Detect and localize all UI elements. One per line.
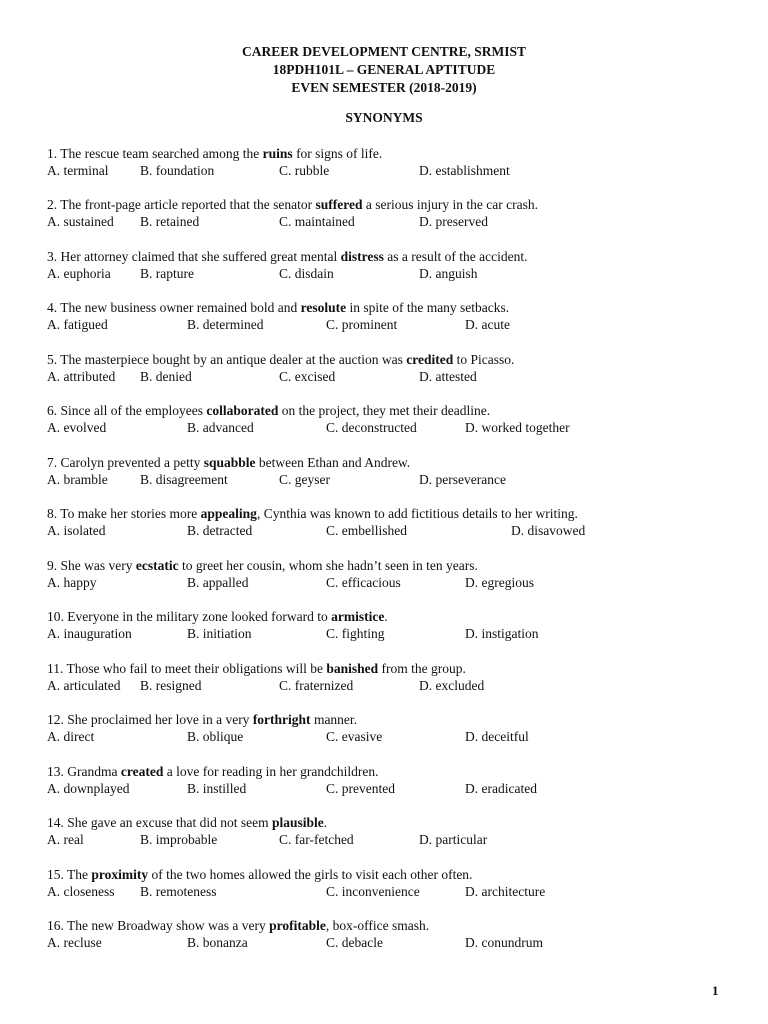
question-text-pre: Her attorney claimed that she suffered great mental <box>60 249 341 264</box>
answer-option: D. deceitful <box>465 729 529 744</box>
header-line-1: CAREER DEVELOPMENT CENTRE, SRMIST <box>241 44 527 59</box>
question-item <box>47 866 747 900</box>
question-stem <box>47 248 747 265</box>
question-keyword: forthright <box>252 712 311 727</box>
answer-option: C. embellished <box>326 523 407 538</box>
question-item <box>47 763 747 797</box>
answer-option: B. remoteness <box>140 884 217 899</box>
question-number: 9. <box>47 558 58 573</box>
answer-option: A. inauguration <box>47 626 132 641</box>
answer-option: A. evolved <box>47 420 107 435</box>
question-number: 3. <box>47 249 58 264</box>
question-item <box>47 917 747 951</box>
question-text-pre: She gave an excuse that did not seem <box>67 815 272 830</box>
answer-option: B. appalled <box>187 575 249 590</box>
answer-options <box>47 213 747 230</box>
answer-option: B. determined <box>187 317 264 332</box>
question-text-pre: Everyone in the military zone looked forward to <box>67 609 332 624</box>
answer-option: A. sustained <box>47 214 114 229</box>
answer-option: C. excised <box>279 369 336 384</box>
answer-option: A. bramble <box>47 472 108 487</box>
question-keyword: armistice <box>331 609 385 624</box>
answer-option: D. preserved <box>419 214 488 229</box>
question-text-post: for signs of life. <box>292 146 383 161</box>
answer-option: D. establishment <box>419 163 510 178</box>
answer-option: C. geyser <box>279 472 330 487</box>
question-text-pre: The masterpiece bought by an antique dealer at the auction was <box>60 352 407 367</box>
answer-option: C. inconvenience <box>326 884 420 899</box>
question-item <box>47 660 747 694</box>
answer-option: A. happy <box>47 575 97 590</box>
answer-option: D. eradicated <box>465 781 537 796</box>
question-keyword: profitable <box>269 918 326 933</box>
answer-option: D. acute <box>465 317 510 332</box>
question-keyword: credited <box>406 352 454 367</box>
answer-options <box>47 574 747 591</box>
answer-option: A. recluse <box>47 935 102 950</box>
question-text-pre: Those who fail to meet their obligations will be <box>66 661 327 676</box>
answer-option: D. perseverance <box>419 472 506 487</box>
question-item <box>47 608 747 642</box>
question-stem <box>47 145 747 162</box>
answer-option: B. detracted <box>187 523 253 538</box>
answer-options <box>47 522 747 539</box>
question-text-pre: She proclaimed her love in a very <box>67 712 253 727</box>
answer-options <box>47 883 747 900</box>
question-item <box>47 248 747 282</box>
answer-option: D. attested <box>419 369 477 384</box>
answer-option: C. rubble <box>279 163 330 178</box>
question-text-post: on the project, they met their deadline. <box>278 403 491 418</box>
question-text-post: manner. <box>310 712 358 727</box>
answer-option: A. fatigued <box>47 317 108 332</box>
question-number: 8. <box>47 506 58 521</box>
question-item <box>47 299 747 333</box>
answer-option: B. retained <box>140 214 200 229</box>
question-number: 13. <box>47 764 64 779</box>
question-stem <box>47 660 747 677</box>
answer-options <box>47 780 747 797</box>
header-line-2: 18PDH101L – GENERAL APTITUDE <box>272 62 496 77</box>
answer-options <box>47 728 747 745</box>
answer-options <box>47 677 747 694</box>
question-number: 12. <box>47 712 64 727</box>
question-item <box>47 505 747 539</box>
answer-option: D. disavowed <box>511 523 586 538</box>
answer-option: D. conundrum <box>465 935 543 950</box>
question-text-post: between Ethan and Andrew. <box>255 455 411 470</box>
question-text-pre: The rescue team searched among the <box>60 146 263 161</box>
answer-option: B. foundation <box>140 163 215 178</box>
answer-option: C. prominent <box>326 317 398 332</box>
question-keyword: distress <box>340 249 384 264</box>
answer-option: A. euphoria <box>47 266 111 281</box>
question-keyword: collaborated <box>206 403 279 418</box>
question-stem <box>47 557 747 574</box>
answer-option: B. oblique <box>187 729 244 744</box>
question-number: 5. <box>47 352 58 367</box>
answer-options <box>47 419 747 436</box>
answer-option: A. direct <box>47 729 95 744</box>
question-text-post: as a result of the accident. <box>383 249 528 264</box>
question-number: 14. <box>47 815 64 830</box>
section-title: SYNONYMS <box>345 110 423 125</box>
answer-option: C. fraternized <box>279 678 354 693</box>
question-text-pre: The new business owner remained bold and <box>60 300 301 315</box>
question-stem <box>47 866 747 883</box>
question-stem <box>47 196 747 213</box>
question-text-pre: Grandma <box>67 764 121 779</box>
question-text-post: a serious injury in the car crash. <box>362 197 538 212</box>
question-text-post: . <box>323 815 328 830</box>
answer-options <box>47 471 747 488</box>
question-number: 11. <box>47 661 64 676</box>
answer-options <box>47 831 747 848</box>
answer-option: C. deconstructed <box>326 420 417 435</box>
question-number: 7. <box>47 455 58 470</box>
question-item <box>47 145 747 179</box>
question-text-post: of the two homes allowed the girls to visit each other often. <box>148 867 473 882</box>
question-text-pre: The front-page article reported that the senator <box>60 197 316 212</box>
question-stem <box>47 454 747 471</box>
answer-option: A. terminal <box>47 163 109 178</box>
answer-option: C. efficacious <box>326 575 401 590</box>
question-item <box>47 454 747 488</box>
question-text-pre: Carolyn prevented a petty <box>60 455 204 470</box>
question-stem <box>47 814 747 831</box>
question-keyword: ruins <box>262 146 293 161</box>
question-keyword: proximity <box>91 867 149 882</box>
answer-option: C. fighting <box>326 626 385 641</box>
answer-options <box>47 625 747 642</box>
question-text-pre: Since all of the employees <box>60 403 207 418</box>
question-item <box>47 402 747 436</box>
answer-option: B. instilled <box>187 781 247 796</box>
answer-option: C. maintained <box>279 214 355 229</box>
answer-option: A. real <box>47 832 84 847</box>
answer-option: C. evasive <box>326 729 383 744</box>
answer-option: B. bonanza <box>187 935 248 950</box>
question-text-post: from the group. <box>378 661 466 676</box>
question-number: 2. <box>47 197 58 212</box>
answer-option: B. denied <box>140 369 192 384</box>
question-keyword: appealing <box>200 506 257 521</box>
question-text-pre: The <box>67 867 92 882</box>
question-number: 15. <box>47 867 64 882</box>
question-item <box>47 557 747 591</box>
question-number: 1. <box>47 146 58 161</box>
answer-option: D. excluded <box>419 678 485 693</box>
question-number: 16. <box>47 918 64 933</box>
answer-options <box>47 934 747 951</box>
answer-option: A. downplayed <box>47 781 130 796</box>
question-number: 4. <box>47 300 58 315</box>
answer-option: B. improbable <box>140 832 218 847</box>
question-text-post: to greet her cousin, whom she hadn’t seen in ten years. <box>178 558 478 573</box>
answer-option: B. rapture <box>140 266 194 281</box>
answer-option: C. far-fetched <box>279 832 354 847</box>
question-text-post: in spite of the many setbacks. <box>346 300 510 315</box>
page-number: 1 <box>712 983 719 998</box>
question-keyword: created <box>120 764 164 779</box>
answer-option: C. disdain <box>279 266 334 281</box>
question-stem <box>47 917 747 934</box>
question-stem <box>47 763 747 780</box>
answer-option: C. debacle <box>326 935 383 950</box>
question-text-pre: To make her stories more <box>60 506 201 521</box>
answer-option: B. disagreement <box>140 472 228 487</box>
question-keyword: plausible <box>271 815 324 830</box>
answer-option: D. architecture <box>465 884 546 899</box>
question-number: 6. <box>47 403 58 418</box>
answer-option: D. particular <box>419 832 488 847</box>
header-line-3: EVEN SEMESTER (2018-2019) <box>291 80 477 95</box>
answer-option: A. articulated <box>47 678 121 693</box>
answer-options <box>47 265 747 282</box>
answer-options <box>47 316 747 333</box>
answer-option: B. advanced <box>187 420 254 435</box>
answer-option: D. instigation <box>465 626 539 641</box>
question-stem <box>47 351 747 368</box>
question-item <box>47 351 747 385</box>
question-keyword: squabble <box>203 455 256 470</box>
question-item <box>47 814 747 848</box>
question-keyword: banished <box>326 661 379 676</box>
question-text-post: to Picasso. <box>453 352 515 367</box>
document-header <box>0 43 768 97</box>
question-stem <box>47 299 747 316</box>
question-item <box>47 711 747 745</box>
answer-options <box>47 162 747 179</box>
question-stem <box>47 711 747 728</box>
question-keyword: resolute <box>300 300 347 315</box>
question-keyword: ecstatic <box>135 558 179 573</box>
answer-option: A. attributed <box>47 369 116 384</box>
question-text-pre: She was very <box>60 558 136 573</box>
answer-option: B. resigned <box>140 678 202 693</box>
question-text-post: . <box>384 609 388 624</box>
question-stem <box>47 608 747 625</box>
question-text-pre: The new Broadway show was a very <box>67 918 270 933</box>
question-number: 10. <box>47 609 64 624</box>
answer-option: D. egregious <box>465 575 534 590</box>
answer-option: D. anguish <box>419 266 478 281</box>
question-keyword: suffered <box>315 197 363 212</box>
answer-options <box>47 368 747 385</box>
answer-option: D. worked together <box>465 420 570 435</box>
answer-option: A. isolated <box>47 523 106 538</box>
question-text-post: , box-office smash. <box>325 918 430 933</box>
question-stem <box>47 505 747 522</box>
question-stem <box>47 402 747 419</box>
answer-option: A. closeness <box>47 884 115 899</box>
question-text-post: a love for reading in her grandchildren. <box>163 764 379 779</box>
question-text-post: , Cynthia was known to add fictitious details to her writing. <box>256 506 578 521</box>
question-item <box>47 196 747 230</box>
answer-option: C. prevented <box>326 781 395 796</box>
answer-option: B. initiation <box>187 626 252 641</box>
